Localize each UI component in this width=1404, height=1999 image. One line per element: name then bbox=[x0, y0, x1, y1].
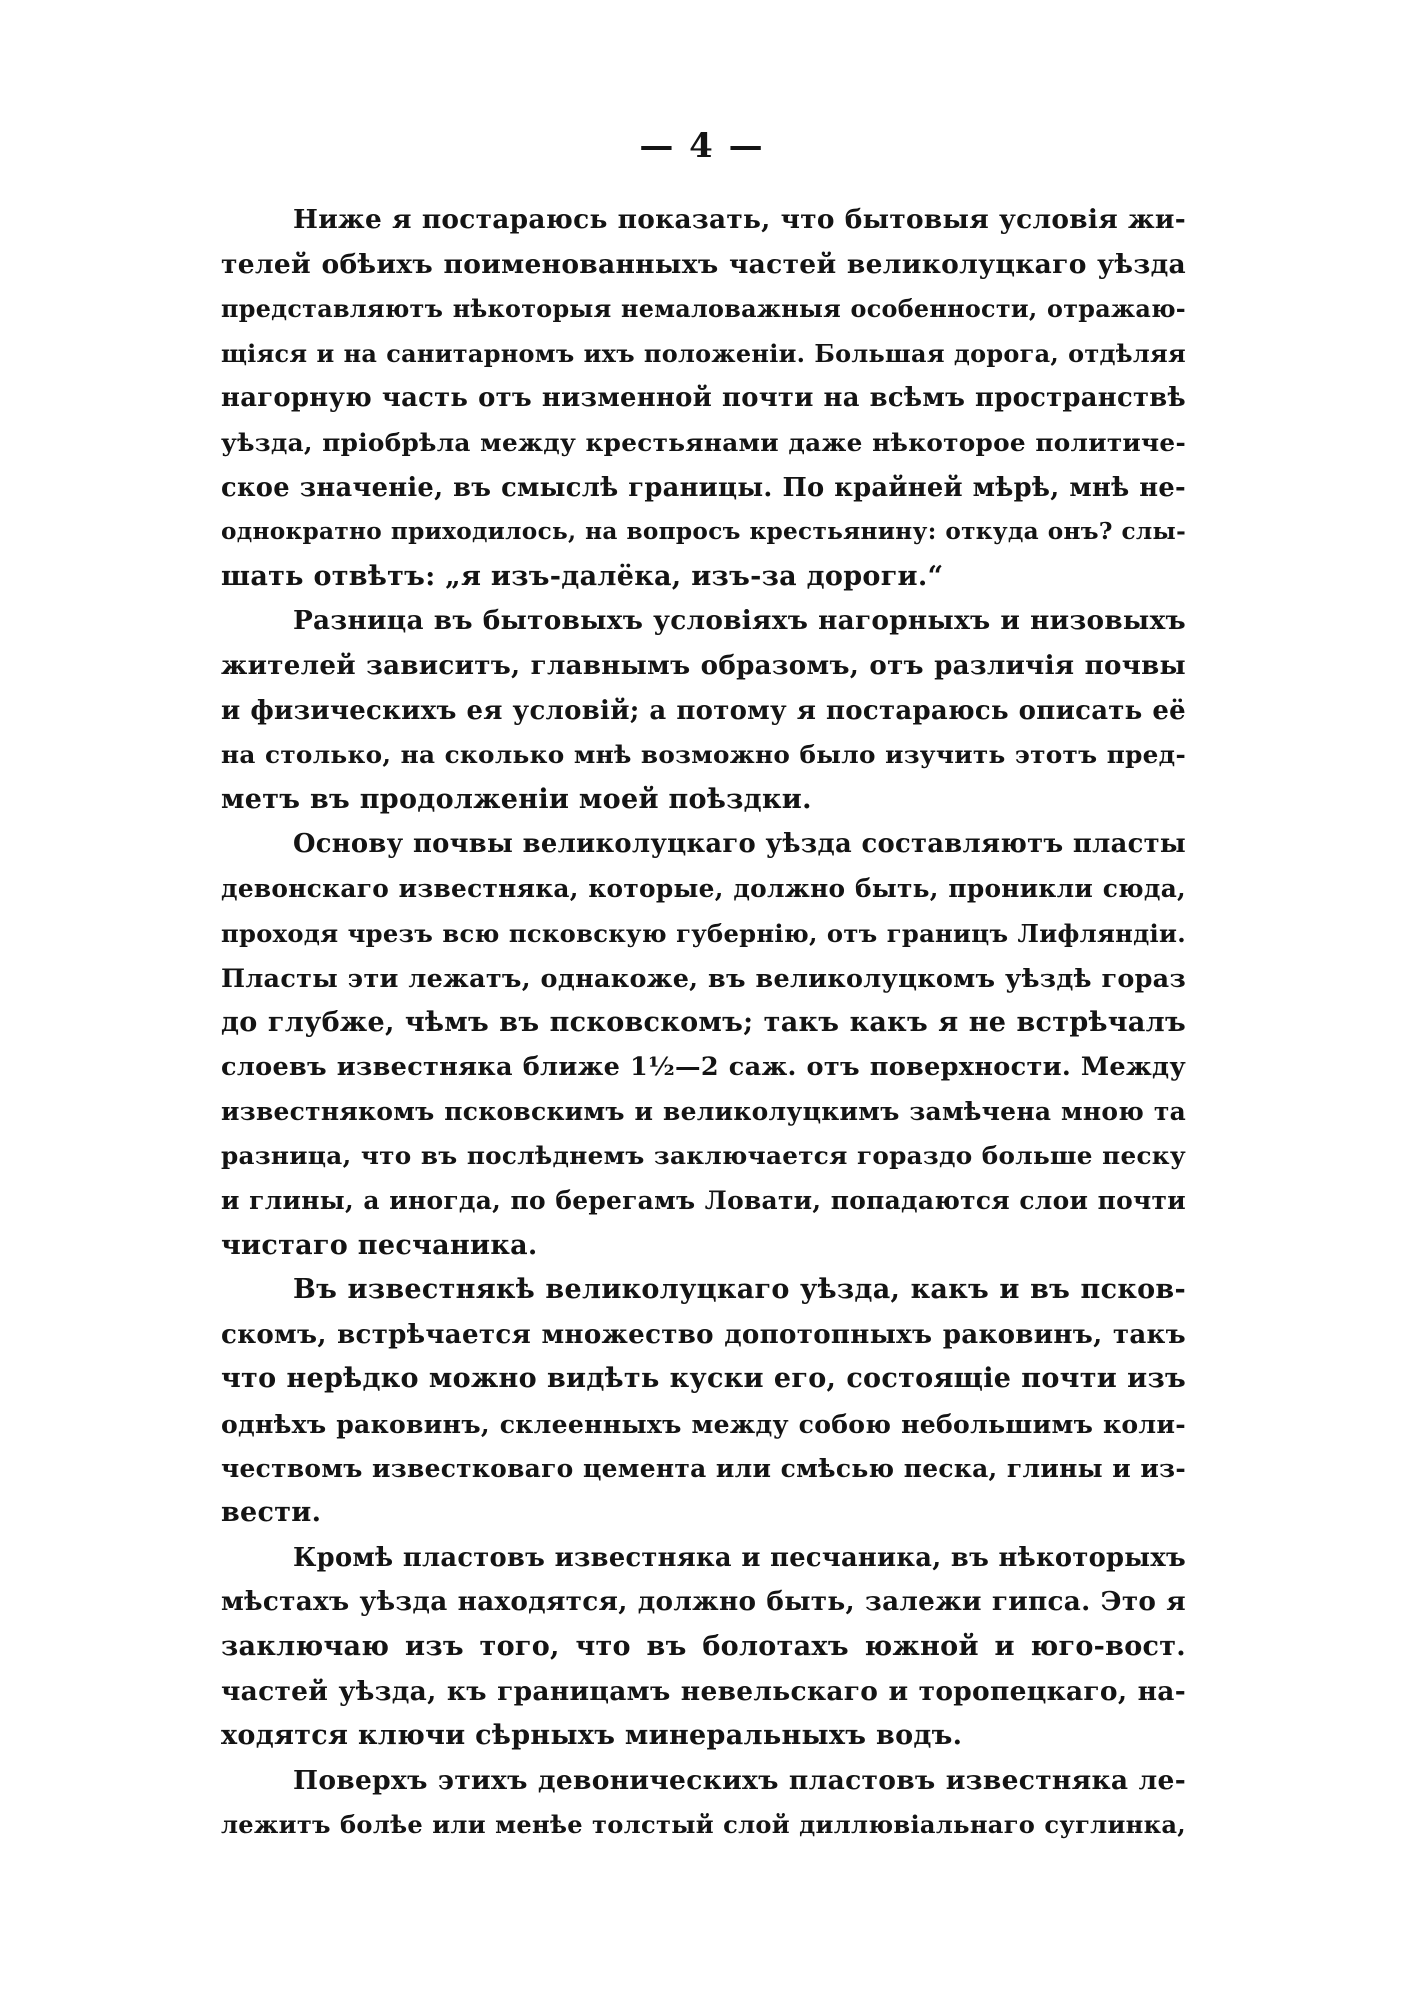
text-line: чествомъ известковаго цемента или смѣсью песка, глины и из- bbox=[221, 1453, 1186, 1483]
text-line: метъ въ продолженіи моей поѣздки. bbox=[221, 783, 812, 815]
text-line: лежитъ болѣе или менѣе толстый слой диллювіальнаго суглинка, bbox=[221, 1810, 1186, 1840]
text-line: нагорную часть отъ низменной почти на всѣмъ пространствѣ bbox=[221, 383, 1186, 414]
text-line: вести. bbox=[221, 1497, 322, 1529]
text-line: Ниже я постараюсь показать, что бытовыя условія жи- bbox=[293, 204, 1186, 235]
text-line: мѣстахъ уѣзда находятся, должно быть, залежи гипса. Это я bbox=[221, 1586, 1186, 1618]
page-number: — 4 — bbox=[639, 126, 765, 166]
text-line: щіяся и на санитарномъ ихъ положеніи. Большая дорога, отдѣляя bbox=[221, 339, 1186, 368]
text-line: однократно приходилось, на вопросъ крестьянину: откуда онъ? слы- bbox=[221, 518, 1186, 546]
text-line: представляютъ нѣкоторыя немаловажныя особенности, отражаю- bbox=[221, 295, 1186, 324]
text-line: и физическихъ ея условій; а потому я постараюсь описать её bbox=[221, 695, 1186, 726]
text-line: Разница въ бытовыхъ условіяхъ нагорныхъ и низовыхъ bbox=[293, 605, 1186, 637]
text-line: шать отвѣтъ: „я изъ-далёка, изъ-за дороги.“ bbox=[221, 560, 944, 592]
text-line: девонскаго известняка, которые, должно быть, проникли сюда, bbox=[221, 873, 1186, 903]
text-line: известнякомъ псковскимъ и великолуцкимъ замѣчена мною та bbox=[221, 1096, 1186, 1126]
text-line: Поверхъ этихъ девоническихъ пластовъ известняка ле- bbox=[293, 1764, 1186, 1796]
text-line: скомъ, встрѣчается множество допотопныхъ раковинъ, такъ bbox=[221, 1318, 1186, 1350]
text-line: слоевъ известняка ближе 1½—2 саж. отъ поверхности. Между bbox=[221, 1052, 1186, 1083]
text-line: Пласты эти лежатъ, однакоже, въ великолуцкомъ уѣздѣ гораз bbox=[221, 963, 1186, 994]
text-line: уѣзда, пріобрѣла между крестьянами даже нѣкоторое политиче- bbox=[221, 427, 1186, 457]
text-line: жителей зависитъ, главнымъ образомъ, отъ различія почвы bbox=[221, 649, 1186, 681]
text-line: однѣхъ раковинъ, склеенныхъ между собою небольшимъ коли- bbox=[221, 1409, 1186, 1440]
text-line: Въ известнякѣ великолуцкаго уѣзда, какъ и въ псков- bbox=[293, 1274, 1186, 1306]
text-line: разница, что въ послѣднемъ заключается гораздо больше песку bbox=[221, 1141, 1186, 1171]
text-line: ходятся ключи сѣрныхъ минеральныхъ водъ. bbox=[221, 1720, 963, 1752]
text-line: ское значеніе, въ смыслѣ границы. По крайней мѣрѣ, мнѣ не- bbox=[221, 472, 1186, 503]
text-line: заключаю изъ того, что въ болотахъ южной и юго-вост. bbox=[221, 1631, 1186, 1662]
text-line: Кромѣ пластовъ известняка и песчаника, въ нѣкоторыхъ bbox=[293, 1542, 1186, 1573]
text-line: телей обѣихъ поименованныхъ частей великолуцкаго уѣзда bbox=[221, 248, 1186, 280]
text-line: на столько, на сколько мнѣ возможно было изучить этотъ пред- bbox=[221, 740, 1186, 770]
text-line: частей уѣзда, къ границамъ невельскаго и торопецкаго, на- bbox=[221, 1675, 1186, 1707]
body-text bbox=[221, 198, 1186, 1848]
text-line: чистаго песчаника. bbox=[221, 1229, 538, 1261]
text-line: Основу почвы великолуцкаго уѣзда составляютъ пласты bbox=[293, 829, 1186, 860]
text-line: до глубже, чѣмъ въ псковскомъ; такъ какъ я не встрѣчалъ bbox=[221, 1006, 1186, 1038]
text-line: и глины, а иногда, по берегамъ Ловати, попадаются слои почти bbox=[221, 1186, 1186, 1216]
text-line: проходя чрезъ всю псковскую губернію, отъ границъ Лифляндіи. bbox=[221, 918, 1186, 948]
text-line: что нерѣдко можно видѣть куски его, состоящіе почти изъ bbox=[221, 1363, 1186, 1395]
